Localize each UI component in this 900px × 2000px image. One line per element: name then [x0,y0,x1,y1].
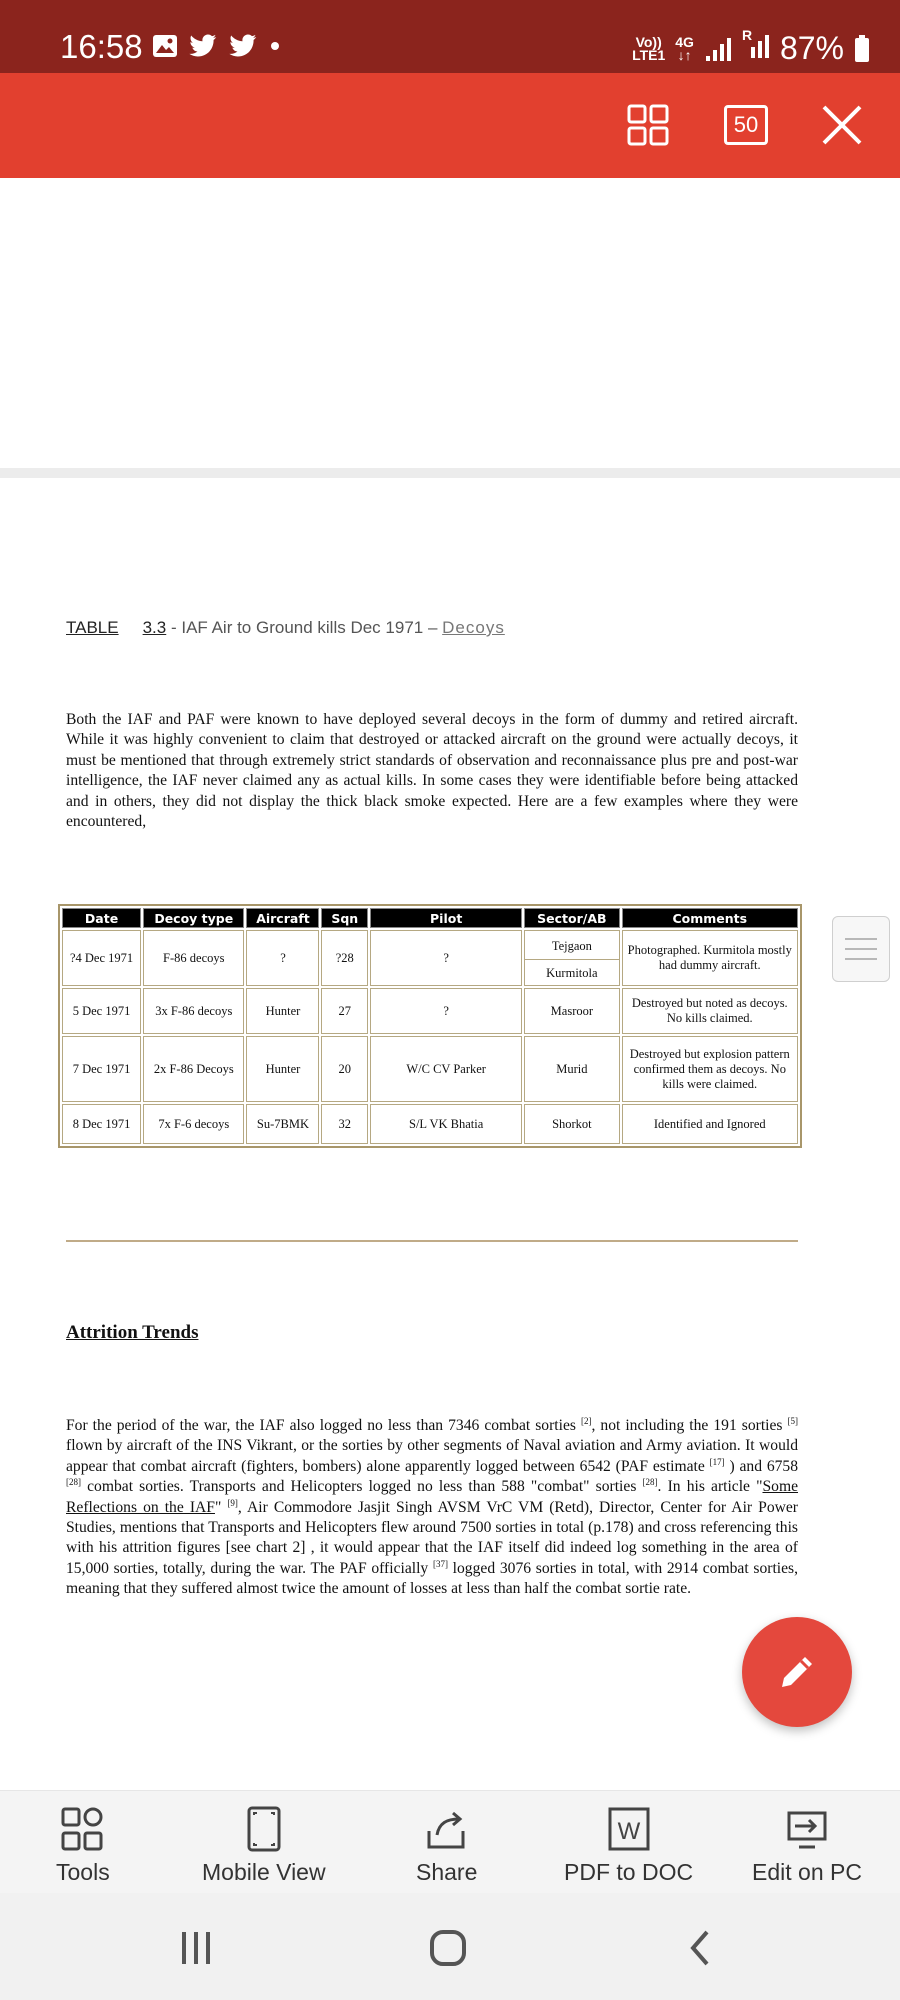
cell-sqn: 27 [321,988,368,1034]
cell-pilot: W/C CV Parker [370,1036,522,1102]
heading-decoys-link[interactable]: Decoys [442,618,505,637]
col-decoy-type: Decoy type [143,908,244,928]
cell-sector: Masroor [524,988,619,1034]
cell-date: 7 Dec 1971 [62,1036,141,1102]
table-header-row [62,908,798,928]
text-run: ) and 6758 [724,1457,799,1475]
section-divider [66,1240,798,1242]
side-panel-handle[interactable] [832,916,890,982]
cell-decoy: F-86 decoys [143,930,244,986]
heading-table-word: TABLE [66,618,119,637]
back-icon [685,1928,715,1968]
col-date: Date [62,908,141,928]
pdf-to-doc-label: PDF to DOC [564,1859,694,1885]
cell-sqn: 20 [321,1036,368,1102]
table-row [62,930,798,986]
bottom-toolbar [0,1790,900,1893]
system-nav-bar [0,1893,900,2000]
sector-kurmitola: Kurmitola [546,965,598,980]
status-time: 16:58 [60,28,143,65]
cell-comments: Destroyed but noted as decoys. No kills claimed. [622,988,798,1034]
word-doc-icon [605,1805,653,1853]
table-row [62,1104,798,1144]
close-icon [821,104,863,146]
home-icon [428,1928,468,1968]
footnote-ref[interactable]: [9] [227,1497,238,1508]
cell-sqn: 32 [321,1104,368,1144]
cell-decoy: 2x F-86 Decoys [143,1036,244,1102]
close-button[interactable] [816,99,868,151]
footnote-ref[interactable]: [28] [642,1477,658,1488]
back-button[interactable] [670,1923,730,1973]
cell-date: ?4 Dec 1971 [62,930,141,986]
cell-decoy: 7x F-6 decoys [143,1104,244,1144]
page-count-button[interactable] [720,99,772,151]
tools-icon [59,1805,107,1853]
edit-on-pc-icon [783,1805,831,1853]
volte-indicator [632,33,666,63]
gallery-icon [152,34,178,58]
cell-aircraft: Su-7BMK [246,1104,319,1144]
cell-comments: Destroyed but explosion pattern confirmed them as decoys. No kills were claimed. [622,1036,798,1102]
status-right [632,27,870,67]
article-link[interactable]: Some Reflections on the IAF [66,1478,799,1516]
page-count: 50 [724,105,768,145]
cell-date: 5 Dec 1971 [62,988,141,1034]
mobile-view-button[interactable] [202,1805,326,1886]
cell-date: 8 Dec 1971 [62,1104,141,1144]
pencil-icon [774,1649,820,1695]
cell-decoy: 3x F-86 decoys [143,988,244,1034]
notification-icons [152,34,282,58]
cell-comments: Identified and Ignored [622,1104,798,1144]
footnote-ref[interactable]: [37] [432,1558,448,1569]
cell-sector: Murid [524,1036,619,1102]
text-run: , Air Commodore Jasjit Singh AVSM VrC VM (Retd), Director, Center for Air Power Studies, mentions that Transports and Helicopters flew around 7500 sorties in total (p.178) and cross referencing this with his attrition figures [see chart 2] , it would appear that the IAF itself did indeed log something in the area of 15,000 sorties, totally, during the war. The PAF officially [66,1498,798,1577]
app-toolbar [0,73,900,178]
mobile-view-label: Mobile View [202,1859,326,1885]
col-sector: Sector/AB [524,908,619,928]
table-row [62,988,798,1034]
page-separator [0,468,900,478]
footnote-ref[interactable]: [5] [787,1415,799,1426]
network-label: 4G [675,33,694,50]
cell-comments: Photographed. Kurmitola mostly had dummy aircraft. [622,930,798,986]
sector-tejgaon: Tejgaon [525,935,618,960]
home-button[interactable] [418,1923,478,1973]
data-arrows-icon: ↓↑ [677,46,692,63]
cell-aircraft: Hunter [246,988,319,1034]
twitter-icon [188,34,218,58]
handle-line [845,958,877,960]
pdf-to-doc-button[interactable] [564,1805,693,1886]
table-heading [66,618,505,638]
text-run: logged 3076 sorties in total, with 2914 combat sorties, meaning that they suffered almost twice the amount of losses at less than half the combat sortie rate. [66,1559,798,1598]
col-sqn: Sqn [321,908,368,928]
battery-icon [854,35,870,63]
lte-label: LTE1 [632,46,666,63]
recents-icon [176,1930,216,1966]
col-pilot: Pilot [370,908,522,928]
section-title: Attrition Trends [66,1322,199,1343]
dot-icon [268,39,282,53]
cell-pilot: ? [370,930,522,986]
tools-button[interactable] [56,1805,110,1886]
battery-percent: 87% [779,30,844,66]
recents-button[interactable] [166,1923,226,1973]
footnote-ref[interactable]: [2] [580,1415,592,1426]
twitter-icon [228,34,258,58]
attrition-paragraph [66,1416,798,1600]
volte-label: Vo)) [635,33,662,50]
handle-line [845,938,877,940]
edit-on-pc-button[interactable] [752,1805,862,1886]
share-label: Share [416,1859,478,1885]
text-run: flown by aircraft of the INS Vikrant, or the sorties by other segments of Naval aviation and Army aviation. It would appear that combat aircraft (fighters, bombers) alone apparently logged between 6542 (PAF estimate [66,1437,798,1475]
status-bar [0,0,900,73]
cell-aircraft: Hunter [246,1036,319,1102]
footnote-ref[interactable]: [17] [709,1456,725,1467]
cell-sector: Shorkot [524,1104,619,1144]
cell-pilot: ? [370,988,522,1034]
text-run: combat sorties. Transports and Helicopters logged no less than 588 "combat" sorties [81,1478,643,1496]
signal-icon [704,36,732,62]
heading-table-number: 3.3 [142,618,167,637]
page-grid-button[interactable] [622,99,674,151]
col-comments: Comments [622,908,798,928]
handle-line [845,948,877,950]
cell-sector [524,930,619,986]
text-run: , not including the 191 sorties [591,1417,788,1434]
text-run: . In his article " [657,1478,763,1496]
edit-on-pc-label: Edit on PC [752,1859,862,1885]
cell-pilot: S/L VK Bhatia [370,1104,522,1144]
footnote-ref[interactable]: [28] [66,1477,81,1488]
roaming-label: R [741,27,753,43]
col-aircraft: Aircraft [246,908,319,928]
share-icon [423,1805,471,1853]
cell-aircraft: ? [246,930,319,986]
cell-sqn: ?28 [321,930,368,986]
decoys-table [58,904,802,1148]
table-row [62,1036,798,1102]
mobile-view-icon [240,1805,288,1853]
tools-label: Tools [56,1859,110,1885]
roaming-signal [741,27,770,64]
text-run: For the period of the war, the IAF also logged no less than 7346 combat sorties [66,1417,581,1434]
grid-icon [626,103,670,147]
share-button[interactable] [416,1805,477,1886]
network-indicator [675,33,694,63]
edit-fab-button[interactable] [742,1617,852,1727]
svg-text:W: W [617,1818,640,1845]
intro-paragraph: Both the IAF and PAF were known to have deployed several decoys in the form of dummy and retired aircraft. While it was highly convenient to claim that destroyed or attacked aircraft on the ground were actually decoys, it must be mentioned that through extremely strict standards of observation and reconnaissance plus pre and post-war intelligence, the IAF never claimed any as actual kills. In some cases they were identifiable before being attacked and in others, they did not display the thick black smoke expected. Here are a few examples where they were encountered, [66,711,798,831]
text-run: " [214,1498,228,1516]
heading-title: - IAF Air to Ground kills Dec 1971 – [166,618,443,637]
